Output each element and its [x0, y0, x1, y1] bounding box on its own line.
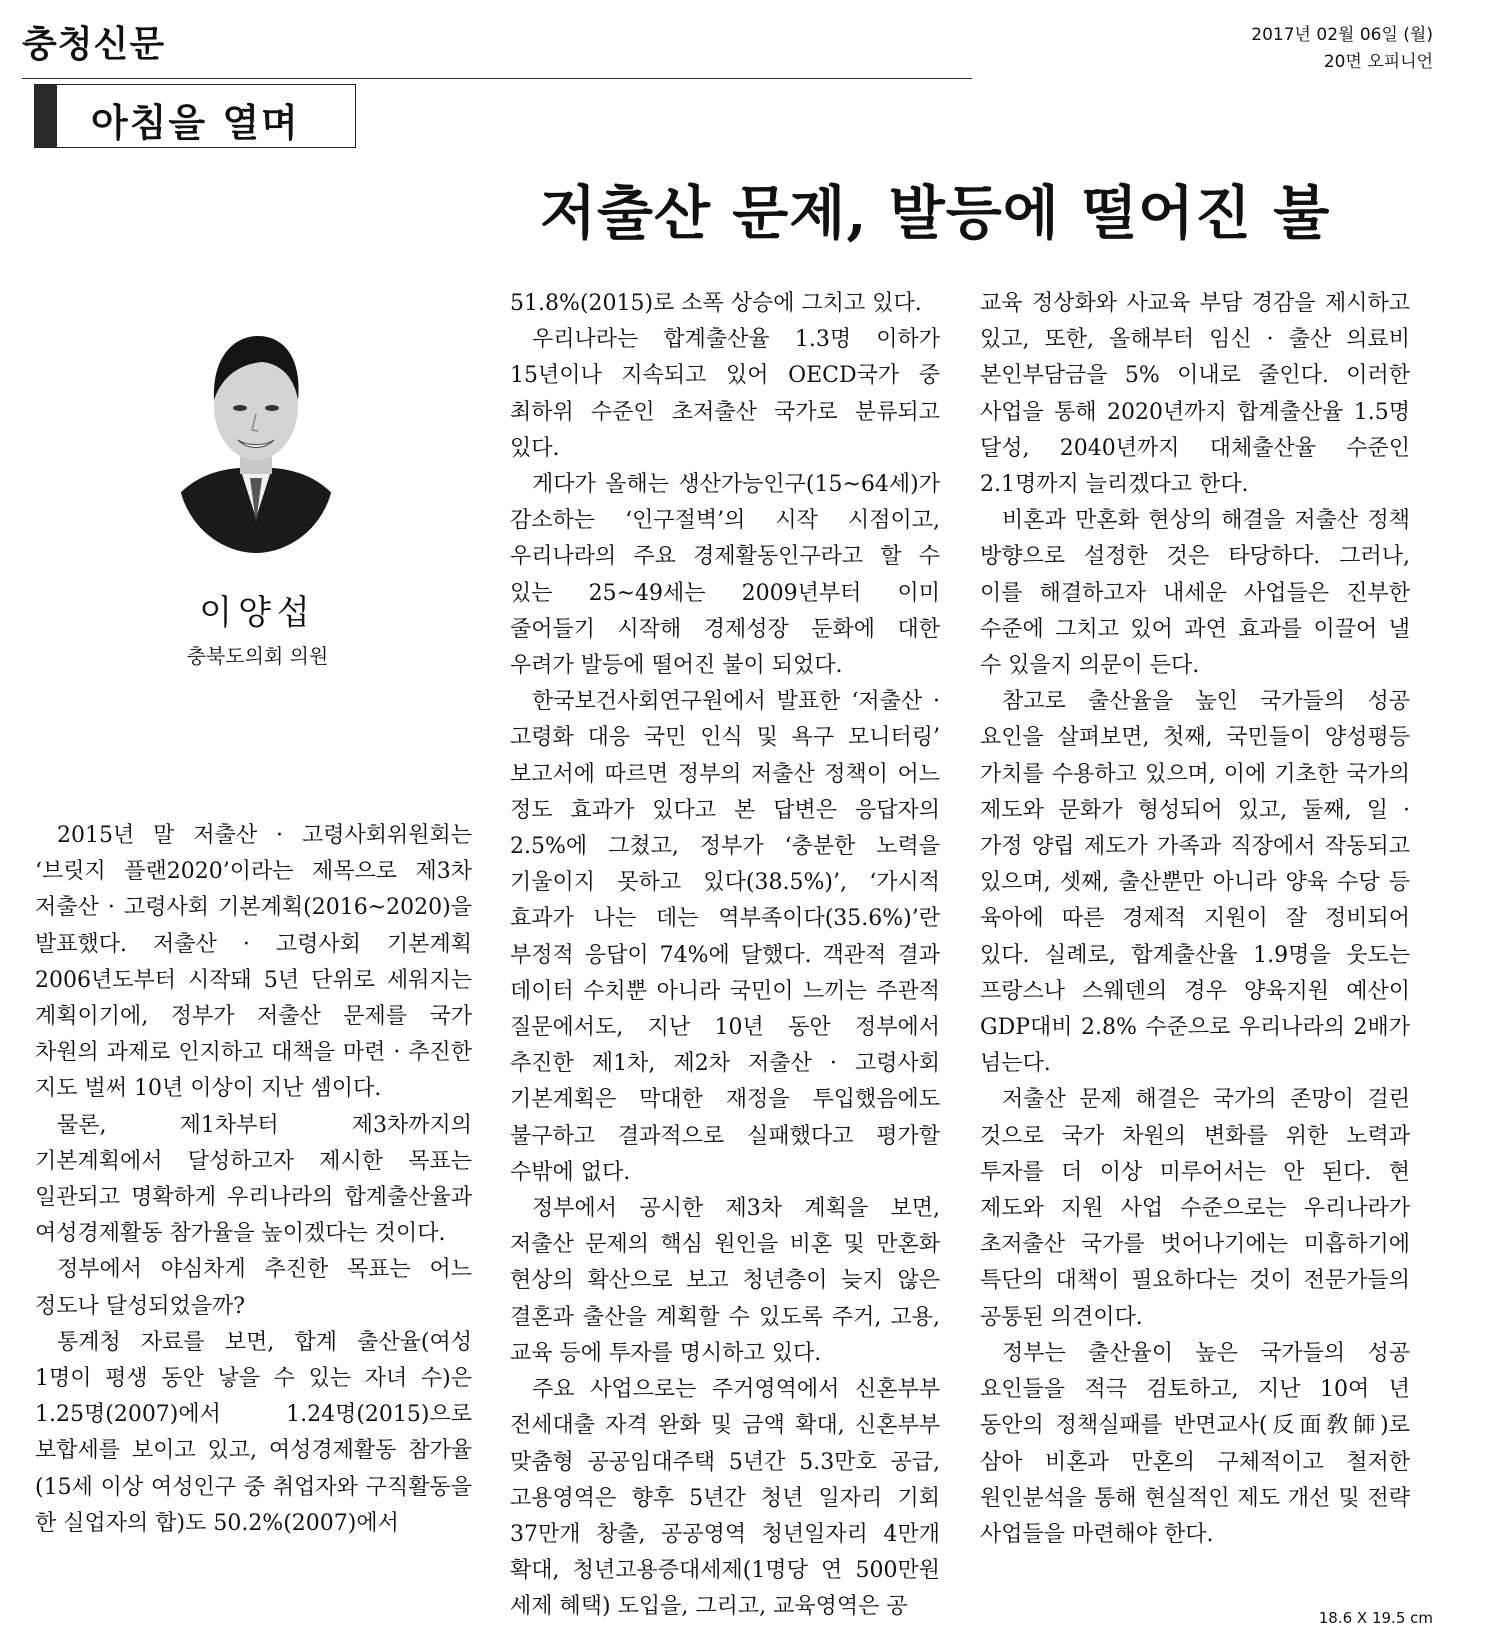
paragraph: 교육 정상화와 사교육 부담 경감을 제시하고 있고, 또한, 올해부터 임신 · 출산 의료비 본인부담금을 5% 이내로 줄인다. 이러한 사업을 통해 2020년까지 합계출산율 1.5명 달성, 2040년까지 대체출산율 수준인 2.1명까지 늘리겠다고 한다.: [980, 291, 1410, 498]
article-column-1: [35, 818, 472, 1608]
paragraph: 51.8%(2015)로 소폭 상승에 그치고 있다.: [510, 291, 922, 316]
article-column-3: [980, 286, 1410, 1606]
section-label-box: [34, 84, 356, 148]
paragraph: 게다가 올해는 생산가능인구(15~64세)가 감소하는 ‘인구절벽’의 시작 시점이고, 우리나라의 주요 경제활동인구라고 할 수 있는 25~49세는 2009년부터 이미 줄어들기 시작해 경제성장 둔화에 대한 우려가 발등에 떨어진 불이 되었다.: [510, 472, 940, 679]
issue-meta: [1251, 22, 1433, 76]
paragraph: 우리나라는 합계출산율 1.3명 이하가 15년이나 지속되고 있어 OECD국가 중 최하위 수준인 초저출산 국가로 분류되고 있다.: [510, 327, 940, 461]
issue-date: 2017년 02월 06일 (월): [1251, 25, 1433, 45]
paragraph: 정부에서 야심차게 추진한 목표는 어느 정도나 달성되었을까?: [35, 1257, 472, 1319]
paragraph: 물론, 제1차부터 제3차까지의 기본계획에서 달성하고자 제시한 목표는 일관되고 명확하게 우리나라의 합계출산율과 여성경제활동 참가율을 높이겠다는 것이다.: [35, 1112, 472, 1247]
newspaper-masthead: 충청신문: [22, 24, 166, 65]
paragraph: 주요 사업으로는 주거영역에서 신혼부부 전세대출 자격 완화 및 금액 확대, 신혼부부 맞춤형 공공임대주택 5년간 5.3만호 공급, 고용영역은 향후 5년간 청년 일자리 기회 37만개 창출, 공공영역 청년일자리 4만개 확대, 청년고용증대세제(1명당 연 500만원 세제 혜택) 도입을, 그리고, 교육영역은 공: [510, 1377, 940, 1620]
paragraph: 정부에서 공시한 제3차 계획을 보면, 저출산 문제의 핵심 원인을 비혼 및 만혼화 현상의 확산으로 보고 청년층이 늦지 않은 결혼과 출산을 계획할 수 있도록 주거, 고용, 교육 등에 투자를 명시하고 있다.: [510, 1196, 940, 1366]
author-portrait: [178, 318, 334, 568]
paragraph: 참고로 출산율을 높인 국가들의 성공 요인을 살펴보면, 첫째, 국민들이 양성평등 가치를 수용하고 있으며, 이에 기초한 국가의 제도와 문화가 형성되어 있고, 둘째, 일 · 가정 양립 제도가 가족과 직장에서 작동되고 있으며, 셋째, 출산뿐만 아니라 양육 수당 등 육아에 따른 경제적 지원이 잘 정비되어 있다. 실례로, 합계출산율 1.9명을 웃도는 프랑스나 스웨덴의 경우 양육지원 예산이 GDP대비 2.8% 수준으로 우리나라의 2배가 넘는다.: [980, 689, 1410, 1077]
top-rule-divider: [22, 78, 972, 79]
paragraph: 비혼과 만혼화 현상의 해결을 저출산 정책 방향으로 설정한 것은 타당하다. 그러나, 이를 해결하고자 내세운 사업들은 진부한 수준에 그치고 있어 과연 효과를 이끌어 낼 수 있을지 의문이 든다.: [980, 508, 1410, 679]
paragraph: 통계청 자료를 보면, 합계 출산율(여성 1명이 평생 동안 낳을 수 있는 자녀 수)은 1.25명(2007)에서 1.24명(2015)으로 보합세를 보이고 있고, 여성경제활동 참가율(15세 이상 여성인구 중 취업자와 구직활동을 한 실업자의 합)도 50.2%(2007)에서: [35, 1329, 472, 1536]
section-label-bar: [35, 85, 57, 147]
clipping-size: 18.6 X 19.5 cm: [1318, 1609, 1433, 1627]
author-portrait-image: [178, 318, 334, 568]
article-column-2: [510, 286, 940, 1620]
issue-page: 20면 오피니언: [1323, 52, 1433, 72]
paragraph: 저출산 문제 해결은 국가의 존망이 걸린 것으로 국가 차원의 변화를 위한 노력과 투자를 더 이상 미루어서는 안 된다. 현 제도와 지원 사업 수준으로는 우리나라가 초저출산 국가를 벗어나기에는 미흡하기에 특단의 대책이 필요하다는 것이 전문가들의 공통된 의견이다.: [980, 1087, 1410, 1330]
author-name: 이양섭: [199, 593, 316, 633]
article-headline: 저출산 문제, 발등에 떨어진 불: [540, 179, 1331, 247]
paragraph: 2015년 말 저출산 · 고령사회위원회는 ‘브릿지 플랜2020’이라는 제목으로 제3차 저출산 · 고령사회 기본계획(2016~2020)을 발표했다. 저출산 · 고령사회 기본계획 2006년도부터 시작돼 5년 단위로 세워지는 계획이기에, 정부가 저출산 문제를 국가 차원의 과제로 인지하고 대책을 마련 · 추진한 지도 벌써 10년 이상이 지난 셈이다.: [35, 823, 472, 1102]
section-label-text: 아침을 열며: [91, 101, 300, 145]
paragraph: 정부는 출산율이 높은 국가들의 성공 요인들을 적극 검토하고, 지난 10여 년 동안의 정책실패를 반면교사(反面敎師)로 삼아 비혼과 만혼의 구체적이고 철저한 원인분석을 통해 현실적인 제도 개선 및 전략 사업들을 마련해야 한다.: [980, 1340, 1410, 1547]
paragraph: 한국보건사회연구원에서 발표한 ‘저출산 · 고령화 대응 국민 인식 및 욕구 모니터링’ 보고서에 따르면 정부의 저출산 정책이 어느 정도 효과가 있다고 본 답변은 응답자의 2.5%에 그쳤고, 정부가 ‘충분한 노력을 기울이지 못하고 있다(38.5%)’, ‘가시적 효과가 나는 데는 역부족이다(35.6%)’란 부정적 응답이 74%에 달했다. 객관적 결과 데이터 수치뿐 아니라 국민이 느끼는 주관적 질문에서도, 지난 10년 동안 정부에서 추진한 제1차, 제2차 저출산 · 고령사회 기본계획은 막대한 재정을 투입했음에도 불구하고 결과적으로 실패했다고 평가할 수밖에 없다.: [510, 689, 940, 1185]
author-title: 충북도의회 의원: [186, 644, 329, 668]
